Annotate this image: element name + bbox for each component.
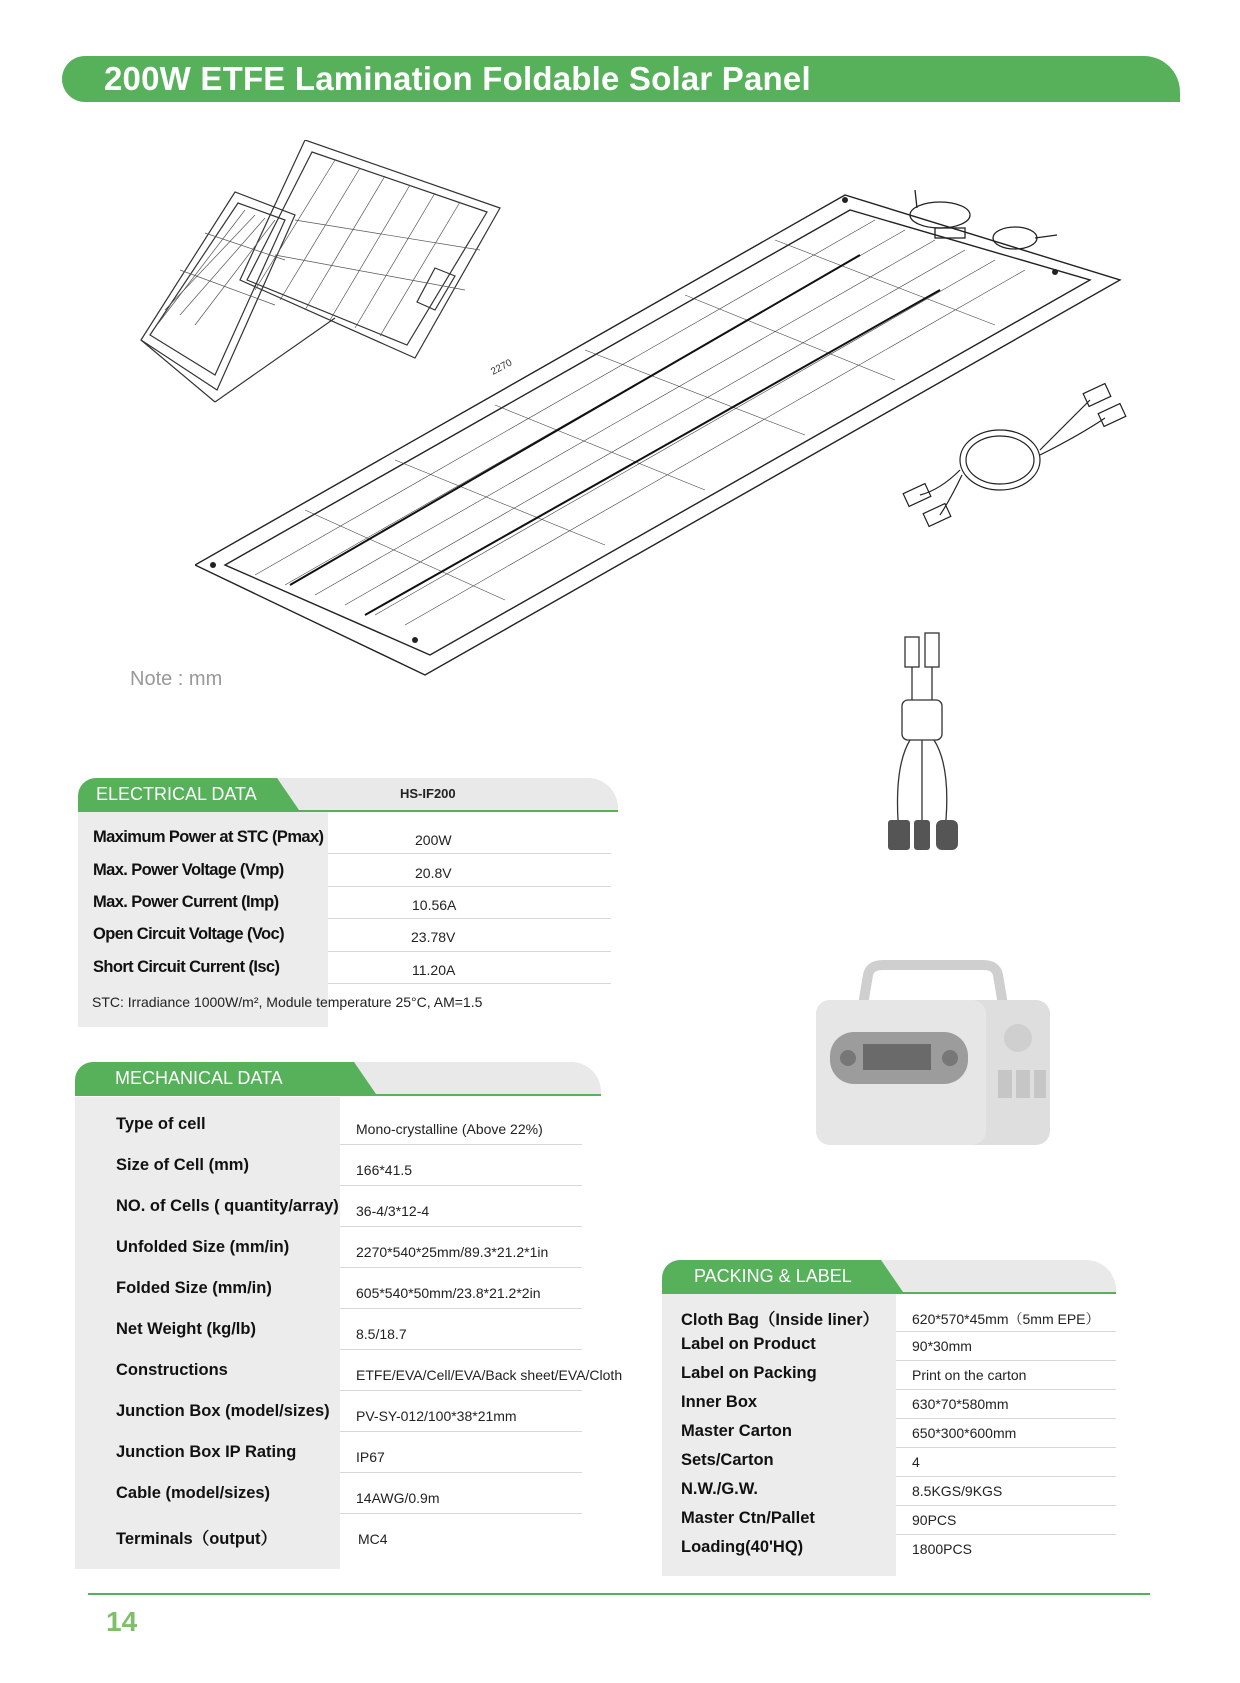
mechanical-value: IP67 [356,1449,385,1465]
packing-label: Loading(40'HQ) [681,1538,804,1556]
dimension-label: 2270 [489,357,515,378]
packing-value: 90*30mm [912,1338,972,1354]
mechanical-value: 8.5/18.7 [356,1326,407,1342]
packing-value: 620*570*45mm（5mm EPE） [912,1311,1100,1327]
mechanical-label: Terminals（output） [116,1530,278,1548]
mechanical-value: ETFE/EVA/Cell/EVA/Back sheet/EVA/Cloth [356,1367,623,1383]
mechanical-label: Junction Box (model/sizes) [116,1402,330,1420]
packing-value: 650*300*600mm [912,1425,1017,1441]
electrical-heading: ELECTRICAL DATA [96,784,257,804]
packing-label: Cloth Bag（Inside liner） [681,1311,880,1329]
mechanical-value: MC4 [358,1531,388,1547]
electrical-value: 200W [415,832,452,848]
mechanical-label: Net Weight (kg/lb) [116,1320,256,1338]
mechanical-label: Junction Box IP Rating [116,1443,297,1461]
mechanical-label: Type of cell [116,1115,206,1133]
mechanical-label: Size of Cell (mm) [116,1156,249,1174]
mechanical-value: 2270*540*25mm/89.3*21.2*1in [356,1244,549,1260]
packing-value: 1800PCS [912,1541,972,1557]
title-bar [62,56,1180,102]
mechanical-label: Unfolded Size (mm/in) [116,1238,290,1256]
mechanical-heading: MECHANICAL DATA [115,1068,283,1088]
mechanical-value: PV-SY-012/100*38*21mm [356,1408,517,1424]
mechanical-label: Cable (model/sizes) [116,1484,271,1502]
electrical-label: Max. Power Voltage (Vmp) [93,861,284,879]
electrical-value: 11.20A [412,962,456,978]
model-number: HS-IF200 [400,786,456,801]
packing-label: N.W./G.W. [681,1480,758,1498]
electrical-value: 23.78V [411,929,456,945]
electrical-label: Max. Power Current (Imp) [93,893,279,911]
packing-heading: PACKING & LABEL [694,1266,852,1286]
electrical-label: Open Circuit Voltage (Voc) [93,925,284,943]
mechanical-value: 166*41.5 [356,1162,413,1178]
packing-value: 90PCS [912,1512,957,1528]
mechanical-value: 605*540*50mm/23.8*21.2*2in [356,1285,541,1301]
mechanical-value: Mono-crystalline (Above 22%) [356,1121,543,1137]
mechanical-section-header [75,1062,601,1094]
electrical-label: Short Circuit Current (Isc) [93,958,280,976]
electrical-section-header [78,778,618,810]
packing-value: 8.5KGS/9KGS [912,1483,1003,1499]
packing-value: 630*70*580mm [912,1396,1009,1412]
electrical-value: 20.8V [415,865,452,881]
units-note: Note : mm [130,668,223,690]
mechanical-value: 36-4/3*12-4 [356,1203,430,1219]
packing-label: Master Carton [681,1422,792,1440]
packing-value: Print on the carton [912,1367,1027,1383]
page-title: 200W ETFE Lamination Foldable Solar Panel [104,60,811,97]
mechanical-label: NO. of Cells ( quantity/array) [116,1197,339,1215]
page-number: 14 [106,1606,138,1637]
packing-value: 4 [912,1454,920,1470]
packing-label: Label on Packing [681,1364,817,1382]
packing-section-header [662,1260,1116,1292]
packing-label: Label on Product [681,1335,816,1353]
packing-label: Sets/Carton [681,1451,774,1469]
mechanical-label: Folded Size (mm/in) [116,1279,272,1297]
electrical-value: 10.56A [412,897,457,913]
adapter-cable-illustration [880,625,980,860]
stc-footnote: STC: Irradiance 1000W/m², Module temperature 25°C, AM=1.5 [92,994,483,1010]
electrical-label: Maximum Power at STC (Pmax) [93,828,324,846]
packing-label: Master Ctn/Pallet [681,1509,815,1527]
y-cable-illustration [900,380,1140,550]
footer-divider [88,1593,1150,1595]
packing-label: Inner Box [681,1393,758,1411]
mechanical-label: Constructions [116,1361,228,1379]
mechanical-value: 14AWG/0.9m [356,1490,440,1506]
power-station-image [808,960,1058,1150]
